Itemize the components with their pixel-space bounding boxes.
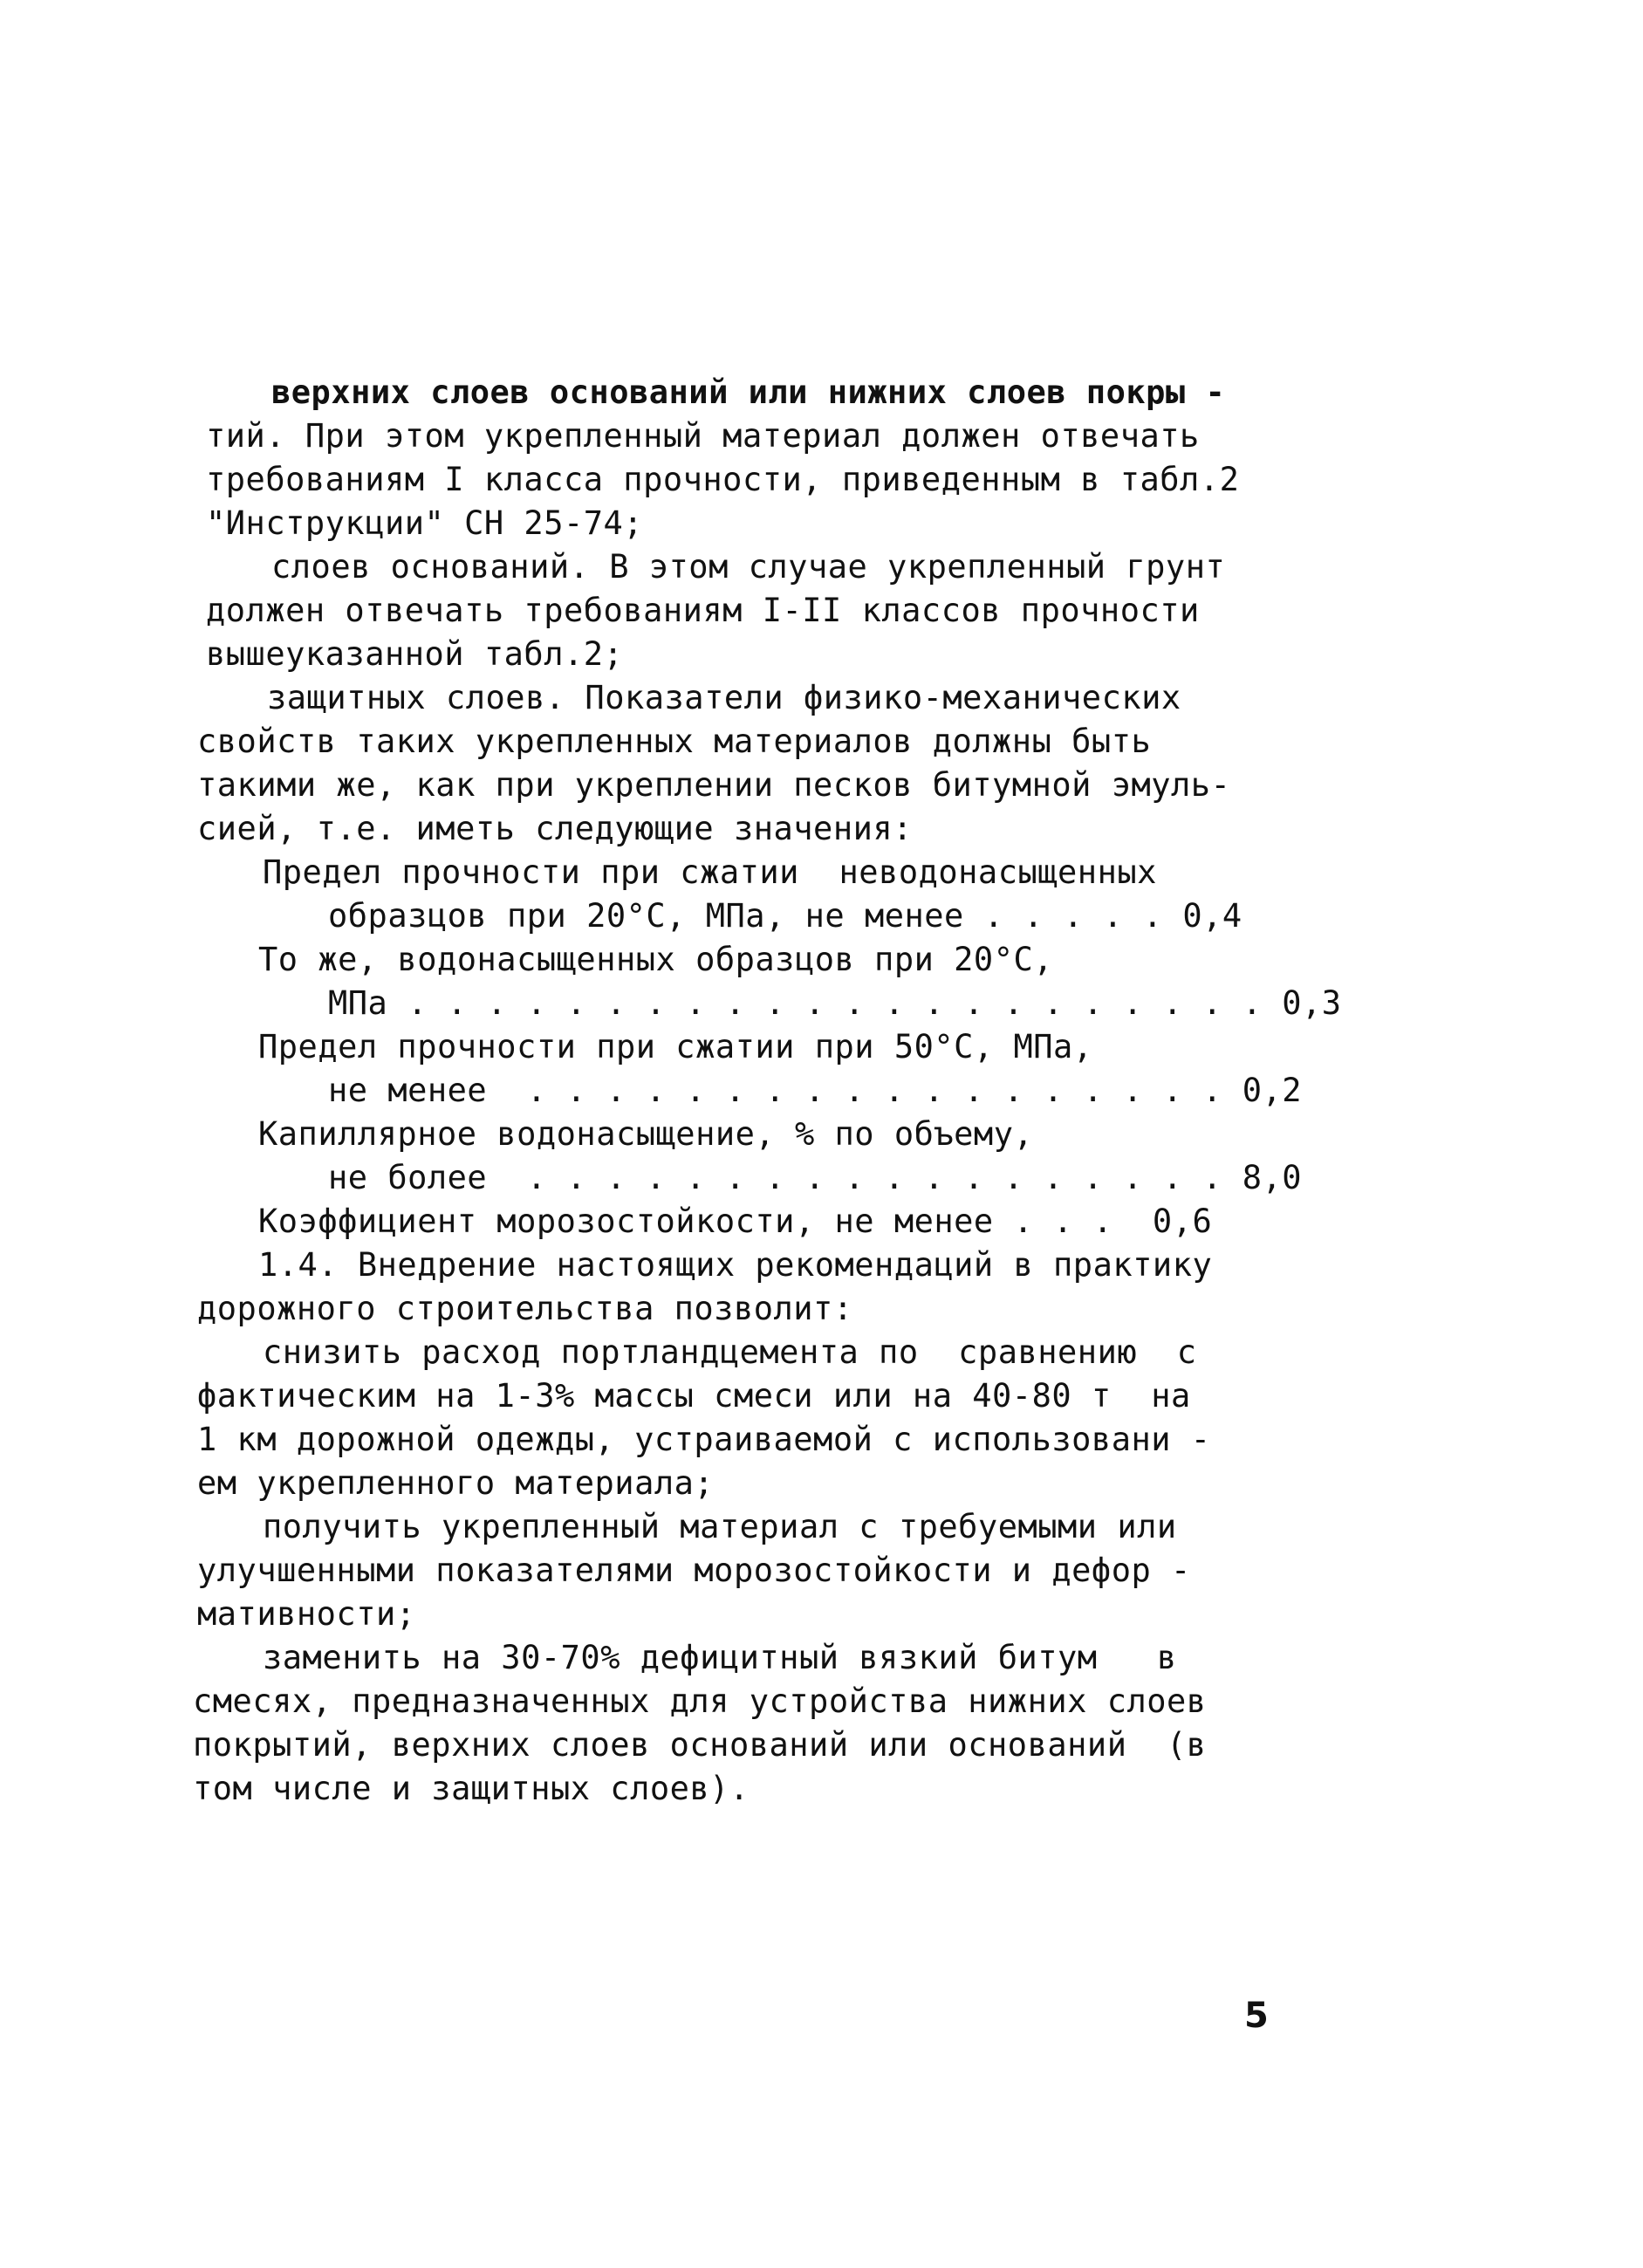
text-line: снизить расход портландцемента по сравнению с: [263, 1333, 1197, 1371]
text-line: защитных слоев. Показатели физико-механических: [267, 679, 1181, 716]
text-line: сией, т.е. иметь следующие значения:: [197, 810, 913, 847]
text-line: вышеуказанной табл.2;: [206, 635, 624, 673]
text-line: Коэффициент морозостойкости, не менее . . . 0,6: [258, 1203, 1213, 1240]
text-line: дорожного строительства позволит:: [197, 1290, 853, 1327]
text-line: Предел прочности при сжатии при 50°С, МПа,: [258, 1028, 1093, 1065]
text-line: требованиям I класса прочности, приведенным в табл.2: [206, 461, 1240, 498]
text-line: "Инструкции" СН 25-74;: [206, 504, 644, 542]
text-line: 1 км дорожной одежды, устраиваемой с использовани -: [197, 1421, 1211, 1458]
text-line: заменить на 30-70% дефицитный вязкий битум в: [263, 1639, 1177, 1676]
text-line: То же, водонасыщенных образцов при 20°С,: [258, 941, 1054, 978]
text-line: ем укрепленного материала;: [197, 1464, 715, 1502]
text-line: не более . . . . . . . . . . . . . . . . . . 8,0: [328, 1159, 1303, 1196]
text-line: не менее . . . . . . . . . . . . . . . . . . 0,2: [328, 1072, 1303, 1109]
text-line: должен отвечать требованиям I-II классов прочности: [206, 592, 1200, 629]
text-line: образцов при 20°С, МПа, не менее . . . . . 0,4: [328, 897, 1243, 935]
text-line: такими же, как при укреплении песков битумной эмуль-: [197, 766, 1231, 804]
text-line: покрытий, верхних слоев оснований или оснований (в: [193, 1726, 1207, 1764]
text-line: свойств таких укрепленных материалов должны быть: [197, 723, 1152, 760]
text-line: том числе и защитных слоев).: [193, 1770, 750, 1807]
text-line: МПа . . . . . . . . . . . . . . . . . . . . . . 0,3: [328, 984, 1342, 1022]
text-line: фактическим на 1-3% массы смеси или на 40-80 т на: [197, 1377, 1191, 1415]
text-line: верхних слоев оснований или нижних слоев покры -: [271, 373, 1226, 411]
text-line: мативности;: [197, 1595, 416, 1633]
text-line: Предел прочности при сжатии неводонасыщенных: [263, 853, 1157, 891]
text-line: слоев оснований. В этом случае укрепленный грунт: [271, 548, 1226, 586]
text-line: 1.4. Внедрение настоящих рекомендаций в практику: [258, 1246, 1213, 1284]
text-line: Капиллярное водонасыщение, % по объему,: [258, 1115, 1034, 1153]
text-line: смесях, предназначенных для устройства нижних слоев: [193, 1682, 1207, 1720]
page-number: 5: [1244, 1996, 1269, 2036]
text-line: улучшенными показателями морозостойкости и дефор -: [197, 1552, 1191, 1589]
text-line: получить укрепленный материал с требуемыми или: [263, 1508, 1177, 1545]
text-line: тий. При этом укрепленный материал должен отвечать: [206, 417, 1200, 455]
